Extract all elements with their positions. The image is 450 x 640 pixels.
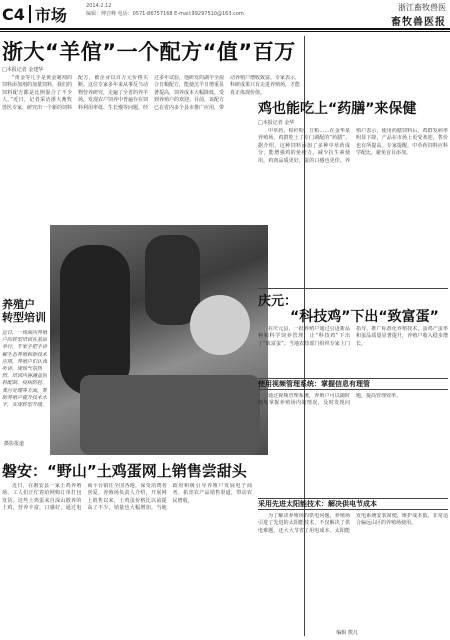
photo-figure-left [60,245,130,395]
right-top-text: 中草药、秸秆粉、豆粕……在金华某养殖场，鸡群吃上了专门调配的“药膳”。据介绍，这种饲料添加了多种中草药成分，能增强鸡的免疫力，减少抗生素使用，鸡肉品质更好，蛋的口感也更佳。养殖户表示，使用药膳饲料后，鸡群发病率明显下降，产品在市场上更受欢迎，售价也有所提高。专家提醒，中草药饲料应科学配比，避免盲目添加。 [258,128,448,164]
right-mid-subheading: 使用视频管理系统：掌握信息有理管 [258,378,448,390]
training-photo [50,225,268,455]
main-byline: □本报记者 金建华 [2,67,44,73]
paper-branding [391,2,446,28]
section-label [2,2,67,26]
right-mid-sub-text: 通过视频管理系统，养殖户可以随时随地掌握养殖场内的情况，及时发现问题，提高管理效率。 [258,393,402,407]
right-divider [258,288,448,289]
right-mid-sub-body [258,393,448,495]
masthead [0,0,450,27]
right-bottom-text: 为了解决养殖场的供电问题，养殖场引进了先进的太阳能技术，不仅解决了供电难题，还大大节省了用电成本。太阳能发电系统安装简便，维护成本低，非常适合偏远山区的养殖场使用。 [258,513,448,534]
right-mid-text: 在庆元县，一批养殖户通过引进新品种和科学饲养管理，让“科技鸡”下出了“致富蛋”。当地农技部门组织专家上门指导，推广标准化养殖技术，蛋鸡产蛋率和蛋品质量显著提升，养殖户收入稳步增长。 [258,326,448,347]
region-label: 浙江畜牧兽医 [398,3,446,12]
photo-figure-right [190,295,250,355]
main-story-text: “黄金等几乎是黄金制剂的饲料添加剂的加量饲料，我们的饲料配方都是比例混合了不少人。”近日，记者采访浙大畜牧兽医专家，研究出一个新的饲料配方，被企业以百万元价格买断。这位专家多年来从事反刍动物营养研究，走遍了全省的养羊场，发现农户饲养中普遍存在饲料利用率低、生长慢等问题。经过多年试验，他研发的湖羊全混合日粮配方，能使羔羊日增重显著提高，饲养成本大幅降低，受到养殖户的欢迎。目前，该配方已在省内多个县市推广应用，带动养殖户增收致富。专家表示，科研成果只有走进养殖场，才能真正体现价值。 [2,75,300,111]
masthead-rule-thin [0,31,450,32]
main-story-body [2,75,300,220]
photo-caption: 近日，一场面向养殖户的转型培训在基层举行，专家手把手讲解生态养殖和新技术应用，养殖户们认真听讲，现场气氛热烈。培训内容涵盖饲料配制、疫病防控、粪污处理等方面，帮助养殖户提升技术水平，实现转型升级。 [2,330,47,409]
photo-title-line1: 养殖户 [2,298,35,311]
right-mid-headline: “科技鸡”下出“致富蛋” [290,309,439,325]
photo-foreground [80,375,260,455]
section-divider [29,5,31,23]
photo-title [2,298,46,324]
right-top-body [258,128,448,283]
photo-credit: 摄影报道 [4,441,25,447]
photo-title-line2: 转型培训 [2,311,46,324]
right-bottom-body [258,513,448,635]
masthead-rule [0,28,450,30]
right-bottom-subheading: 采用先进太阳能技术：解决供电节成本 [258,498,448,510]
contact-line: 电话：0571-86757168 E-mail:99297510@163.com [117,11,244,17]
page-editor: 编辑 熊凡 [336,630,358,636]
section-name: 市场 [34,5,67,25]
issue-meta [86,2,244,18]
paper-name: 畜牧兽医报 [391,17,446,28]
right-top-headline: 鸡也能吃上“药膳”来保健 [258,101,417,117]
lower-story-text: 近日，在磐安县一家土鸡养殖场，工人们正忙着给网购订单打包发货。这些土鸡蛋来自深山散养的土鸡，营养丰富，口感好，通过电商平台销往全国各地，深受消费者喜爱。养殖场负责人介绍，开展网上销售以来，土鸡蛋价格比以前提高了不少，销量也大幅增加。当地政府积极引导养殖户发展电子商务，拓宽农产品销售渠道，带动农民增收。 [2,483,252,512]
lower-story-body [2,483,252,628]
section-code: C4 [2,4,25,24]
main-headline: 浙大“羊倌”一个配方“值”百万 [2,40,296,64]
right-top-byline: □本报记者 金华 [258,120,295,126]
issue-date: 2014.2.12 [86,3,112,9]
right-mid-kicker: 庆元： [258,294,298,309]
lower-headline: 磐安：“野山”土鸡蛋网上销售尝甜头 [2,462,247,480]
editor-line: 编辑：傅岩峰 [86,11,117,17]
right-mid-body [258,326,448,386]
